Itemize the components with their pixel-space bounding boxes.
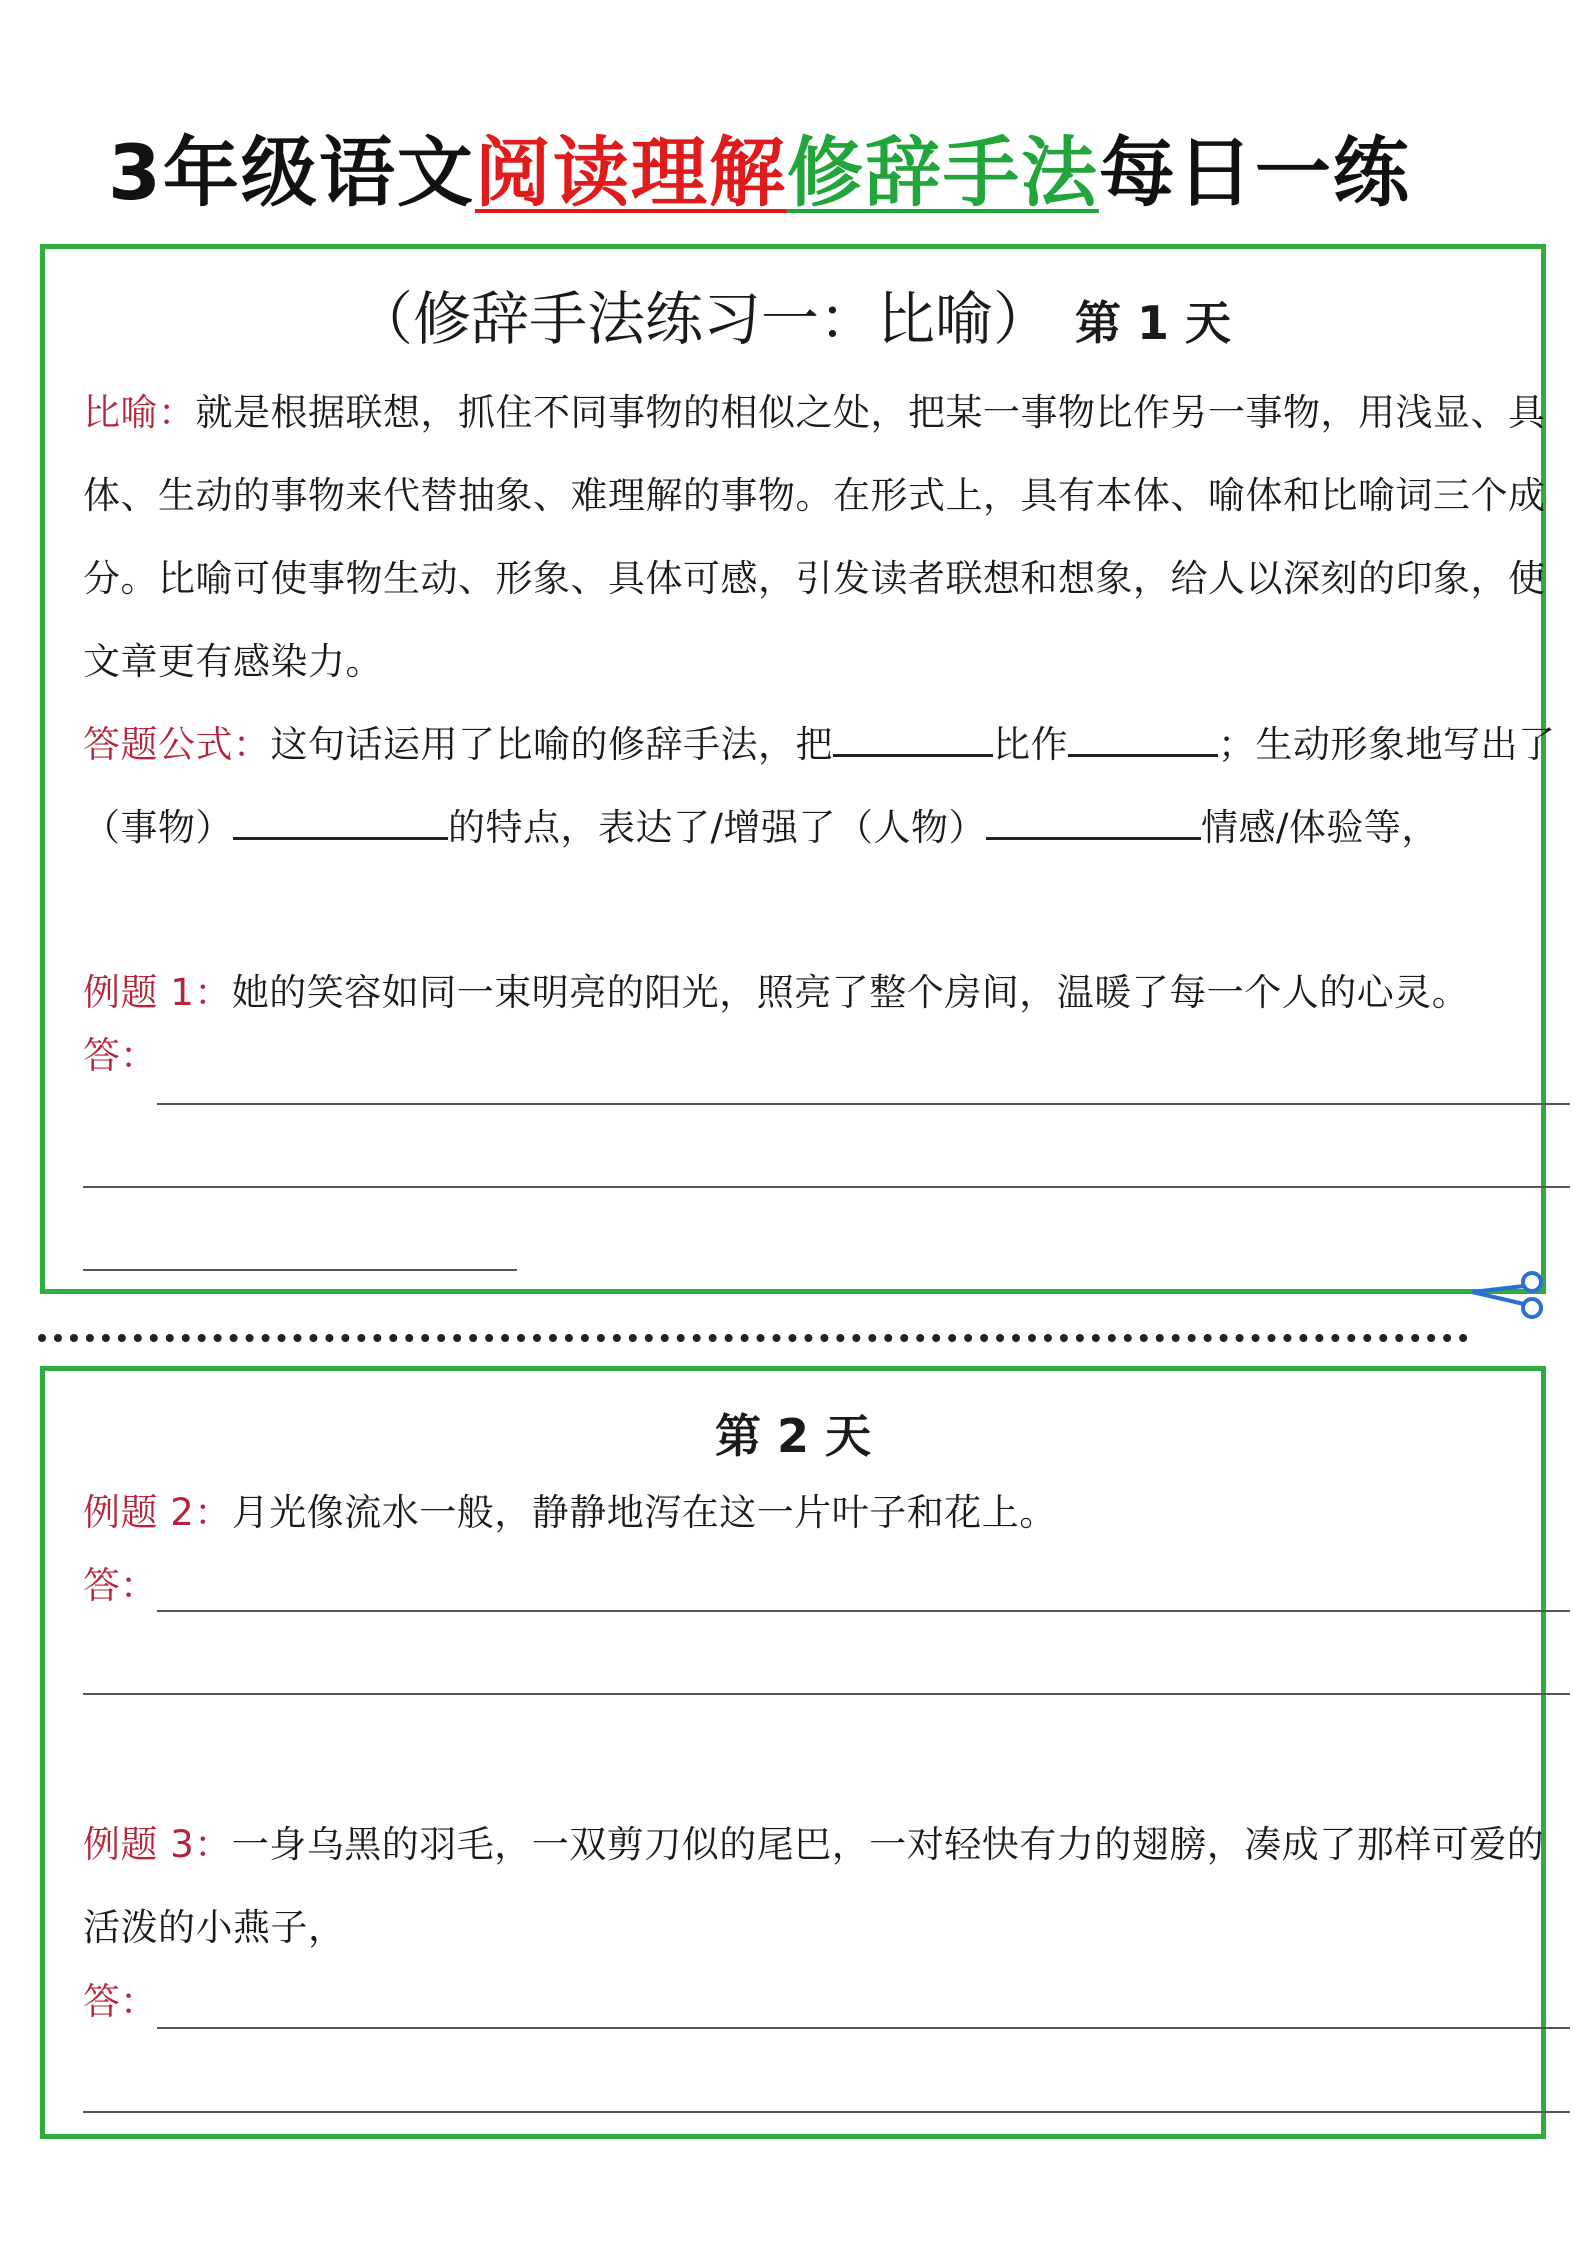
definition-paragraph (83, 371, 1568, 703)
title-red-part: 阅读理解 (474, 128, 787, 217)
answer1-line[interactable] (83, 1269, 517, 1271)
answer2-line[interactable] (83, 1693, 1570, 1695)
cut-line (38, 1334, 1468, 1342)
example2-label: 例题 2： (83, 1491, 232, 1534)
formula-text-e: 情感/体验等， (1200, 806, 1439, 849)
answer2-line[interactable] (157, 1610, 1570, 1612)
day2-section (40, 1366, 1546, 2139)
example2-text: 月光像流水一般，静静地泻在这一片叶子和花上。 (231, 1491, 1057, 1534)
formula-paragraph (83, 703, 1568, 869)
blank-field[interactable] (1068, 744, 1218, 757)
answer3-line[interactable] (83, 2111, 1570, 2113)
page-title (108, 118, 1411, 228)
formula-text-b: 比作 (993, 723, 1068, 766)
answer3-label: 答： (83, 1980, 157, 2023)
answer1-line[interactable] (83, 1186, 1570, 1188)
blank-field[interactable] (233, 827, 448, 840)
title-green-part: 修辞手法 (786, 128, 1099, 217)
title-prefix: 3年级语文 (108, 128, 475, 217)
answer1-label: 答： (83, 1034, 157, 1077)
day1-section (40, 244, 1556, 1294)
blank-field[interactable] (986, 827, 1201, 840)
title-suffix: 每日一练 (1098, 128, 1411, 217)
example2 (83, 1471, 1568, 1554)
scissors-icon (1468, 1264, 1548, 1324)
example1-text: 她的笑容如同一束明亮的阳光，照亮了整个房间，温暖了每一个人的心灵。 (231, 971, 1470, 1014)
section-subtitle (45, 279, 1541, 363)
answer2-label: 答： (83, 1564, 157, 1607)
formula-text-d: 的特点，表达了/增强了（人物） (448, 806, 986, 849)
answer3-line[interactable] (157, 2027, 1570, 2029)
formula-label: 答题公式： (83, 723, 271, 766)
definition-text: 就是根据联想，抓住不同事物的相似之处，把某一事物比作另一事物，用浅显、具体、生动的事物来代替抽象、难理解的事物。在形式上，具有本体、喻体和比喻词三个成分。比喻可使事物生动、形象、具体可感，引发读者联想和想象，给人以深刻的印象，使文章更有感染力。 (83, 391, 1546, 683)
definition-label: 比喻： (83, 391, 196, 434)
example1-label: 例题 1： (83, 971, 232, 1014)
example1 (83, 951, 1568, 1034)
blank-field[interactable] (833, 744, 993, 757)
example3-label: 例题 3： (83, 1823, 232, 1866)
formula-text-a: 这句话运用了比喻的修辞手法，把 (270, 723, 833, 766)
day1-label: 第 1 天 (1074, 296, 1232, 350)
formula-text-c: ；生动形象地写出了（事物） (83, 723, 1556, 849)
subtitle-text: （修辞手法练习一：比喻） (354, 285, 1051, 353)
example3-text: 一身乌黑的羽毛，一双剪刀似的尾巴，一对轻快有力的翅膀，凑成了那样可爱的活泼的小燕子， (83, 1823, 1545, 1949)
answer1-line[interactable] (157, 1103, 1570, 1105)
day2-label: 第 2 天 (714, 1409, 872, 1463)
example3 (83, 1803, 1568, 1969)
